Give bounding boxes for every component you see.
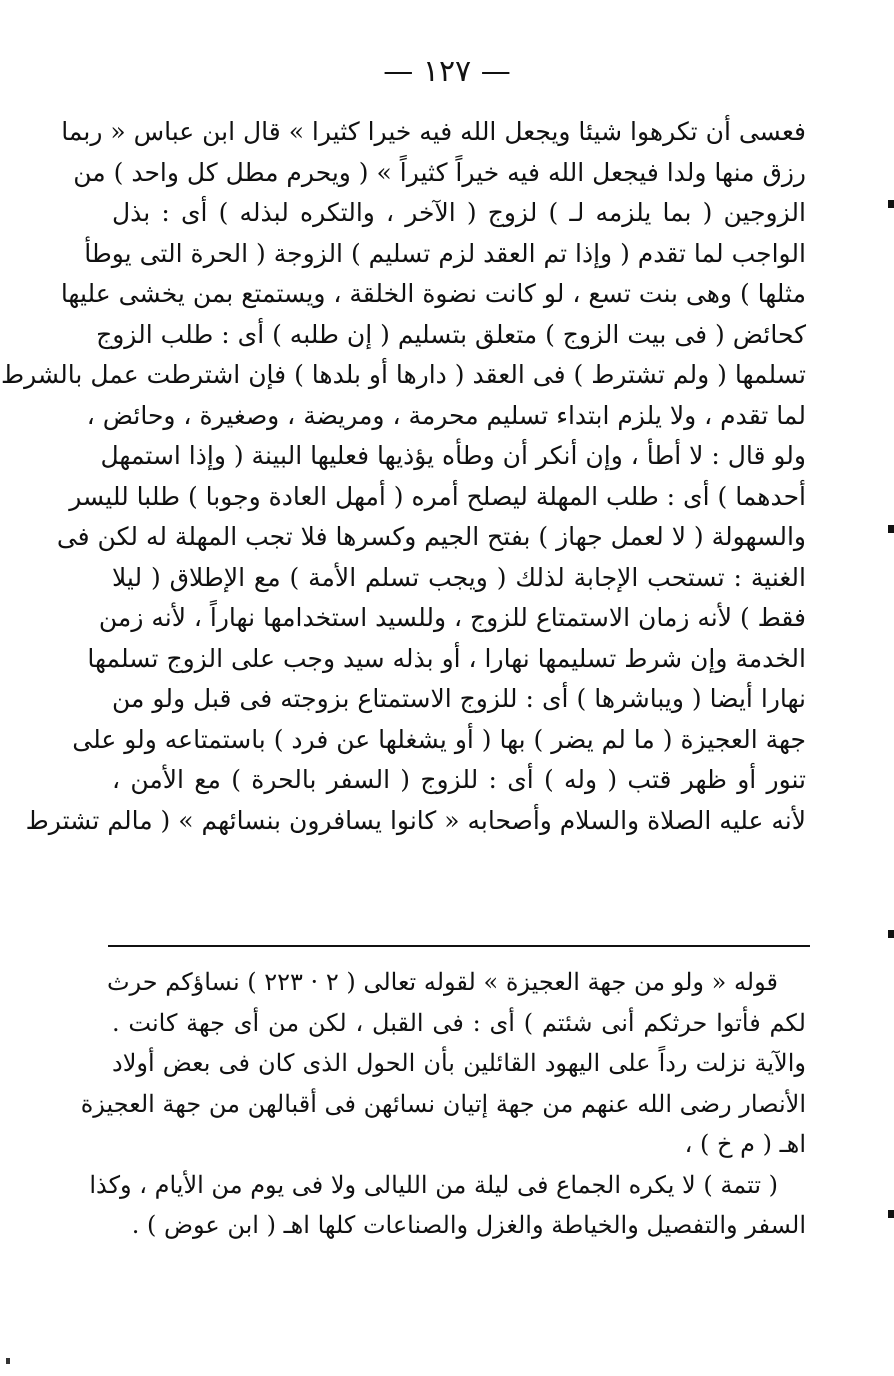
text-line: مثلها ) وهى بنت تسع ، لو كانت نضوة الخلقة ، ويستمتع بمن يخشى عليها: [60, 279, 806, 308]
margin-mark: [888, 930, 894, 938]
footnote-line: قوله « ولو من جهة العجيزة » لقوله تعالى ( ٢ · ٢٢٣ ) نساؤكم حرث: [106, 968, 778, 996]
text-line: تنور أو ظهر قتب ( وله ) أى : للزوج ( السفر بالحرة ) مع الأمن ،: [112, 765, 806, 794]
text-line: فعسى أن تكرهوا شيئا ويجعل الله فيه خيرا كثيرا » قال ابن عباس « ربما: [61, 117, 806, 146]
corner-mark: [6, 1358, 10, 1364]
footnote-line: الأنصار رضى الله عنهم من جهة إتيان نسائهن فى أقبالهن من جهة العجيزة: [80, 1089, 806, 1118]
margin-mark: [888, 1210, 894, 1218]
footnote-line: السفر والتفصيل والخياطة والغزل والصناعات كلها اهـ ( ابن عوض ) .: [131, 1211, 806, 1239]
text-line: رزق منها ولدا فيجعل الله فيه خيراً كثيراً » ( ويحرم مطل كل واحد ) من: [73, 157, 806, 187]
text-line: الغنية : تستحب الإجابة لذلك ( ويجب تسلم الأمة ) مع الإطلاق ( ليلا: [112, 562, 806, 592]
footnote-divider: [108, 945, 810, 947]
text-line: لما تقدم ، ولا يلزم ابتداء تسليم محرمة ، ومريضة ، وصغيرة ، وحائض ،: [86, 400, 806, 430]
text-line: الخدمة وإن شرط تسليمها نهارا ، أو بذله سيد وجب على الزوج تسلمها: [87, 643, 806, 673]
footnote-line: ( تتمة ) لا يكره الجماع فى ليلة من الليالى ولا فى يوم من الأيام ، وكذا: [89, 1170, 778, 1199]
footnotes-block: [80, 962, 806, 1246]
text-line: جهة العجيزة ( ما لم يضر ) بها ( أو يشغلها عن فرد ) باستمتاعه ولو على: [72, 724, 806, 754]
text-line: كحائض ( فى بيت الزوج ) متعلق بتسليم ( إن طلبه ) أى : طلب الزوج: [96, 319, 806, 349]
text-line: ولو قال : لا أطأ ، وإن أنكر أن وطأه يؤذيها فعليها البينة ( وإذا استمهل: [100, 441, 806, 470]
margin-mark: [888, 200, 894, 208]
footnote-line: اهـ ( م خ ) ،: [684, 1130, 806, 1158]
text-line: الزوجين ( بما يلزمه لـ ) لزوج ( الآخر ، والتكره لبذله ) أى : بذل: [112, 198, 806, 227]
text-line: لأنه عليه الصلاة والسلام وأصحابه « كانوا يسافرون بنسائهم » ( مالم تشترط: [25, 805, 806, 835]
footnote-line: والآية نزلت رداً على اليهود القائلين بأن الحول الذى كان فى بعض أولاد: [112, 1049, 806, 1077]
page-number: — ١٢٧ —: [383, 54, 511, 89]
text-line: والسهولة ( لا لعمل جهاز ) بفتح الجيم وكسرها فلا تجب المهلة له لكن فى: [56, 522, 806, 551]
text-line: أحدهما ) أى : طلب المهلة ليصلح أمره ( أمهل العادة وجوبا ) طلبا لليسر: [69, 481, 806, 511]
text-line: تسلمها ( ولم تشترط ) فى العقد ( دارها أو بلدها ) فإن اشترطت عمل بالشرط: [0, 360, 806, 389]
margin-mark: [888, 525, 894, 533]
text-line: فقط ) لأنه زمان الاستمتاع للزوج ، وللسيد استخدامها نهاراً ، لأنه زمن: [98, 603, 806, 632]
text-line: الواجب لما تقدم ( وإذا تم العقد لزم تسليم ) الزوجة ( الحرة التى يوطأ: [84, 238, 806, 268]
footnote-line: لكم فأتوا حرثكم أنى شئتم ) أى : فى القبل ، لكن من أى جهة كانت .: [112, 1008, 806, 1037]
text-line: نهارا أيضا ( ويباشرها ) أى : للزوج الاستمتاع بزوجته فى قبل ولو من: [112, 684, 806, 713]
main-text-block: [0, 112, 806, 841]
